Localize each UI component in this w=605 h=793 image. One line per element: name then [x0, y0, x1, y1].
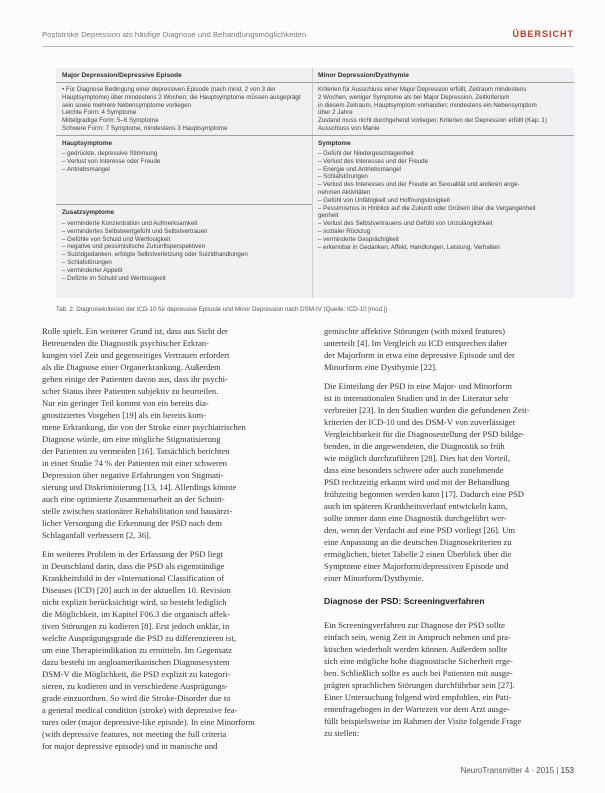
body-text-line: Nur ein geringer Teil kommt von ein bereits dia-	[42, 398, 209, 408]
symptom-item: genheit	[318, 212, 339, 220]
body-text-line: in einer Studie 74 % der Patienten mit einer schweren	[42, 458, 227, 468]
body-text-line: Ein weiteres Problem in der Erfassung der PSD liegt	[42, 549, 223, 559]
body-text-line: mene Erkrankung, die von der Stroke einer psychiatrischen	[42, 422, 246, 432]
symptom-item: – vermindertes Selbstwertgefühl und Selbstvertrauen	[62, 227, 208, 235]
body-text-line: sieren, zu kodieren und in verschiedene Ausprägungs-	[42, 681, 228, 691]
body-text-line: frühzeitig begonnen werden kann [17]. Dadurch eine PSD	[324, 489, 524, 499]
table-text-line: in diesem Zeitraum, Hauptsymptom vorhanden; mindestens ein Nebensymptom	[318, 101, 537, 109]
body-text-line: Betreuenden die Diagnostik psychischer Erkran-	[42, 338, 210, 348]
symptom-item: – Antriebsmangel	[62, 165, 110, 173]
symptom-item: – negative und pessimistische Zukunftsperspektiven	[62, 243, 206, 251]
body-text-line: eine Anpassung an die deutschen Diagnosekriterien zu	[324, 537, 512, 547]
body-text-line: Ein Screeningverfahren zur Diagnose der PSD sollte	[324, 620, 505, 630]
body-text-line: kungen viel Zeit und gegenseitiges Vertrauen erfordert	[42, 350, 230, 360]
body-text-line: Symptome einer Majorform/depressiven Episode und	[324, 561, 509, 571]
table-right-subheading: Symptome	[318, 140, 351, 147]
table-text-line: Leichte Form: 4 Symptome	[62, 109, 137, 117]
table-text-line: Zustand muss nicht durchgehend vorliegen; Kriterien der Depression erfüllt (Kap. 1)	[318, 117, 548, 125]
body-text-line: auch eine optimierte Zusammenarbeit an der Schnitt-	[42, 494, 225, 504]
symptom-item: – Defizite im Schuld und Wertlosigkeit	[62, 274, 166, 282]
body-text-line: einer Minorform/Dysthymie.	[324, 573, 424, 583]
table-text-line: Ausschluss von Manie	[318, 124, 380, 132]
body-text-line: Diagnose würde, um eine mögliche Stigmatisierung	[42, 434, 221, 444]
body-text-line: Einer Untersuchung folgend wird empfohlen, ein Pati-	[324, 692, 512, 702]
body-text-line: grade einzuordnen. So wird die Stroke-Disorder due to	[42, 693, 231, 703]
paragraph-gap	[324, 612, 574, 619]
body-text-line: füllt beispielsweise im Rahmen der Visite folgende Frage	[324, 716, 522, 726]
body-text-line: prägten sprachlichen Störungen durchführbar sein [27].	[324, 680, 515, 690]
table-text-line: Hauptsymptome) über mindestens 2 Wochen; die Hauptsymptome müssen ausgeprägt	[62, 93, 301, 101]
body-column-right	[324, 325, 574, 739]
table-left-intro	[62, 86, 308, 133]
table-right-intro	[318, 86, 570, 133]
table-additional-symptoms	[62, 220, 308, 282]
body-text-line: einfach sein, wenig Zeit in Anspruch nehmen und pra-	[324, 632, 511, 642]
table-text-line: Schwere Form: 7 Symptome, mindestens 3 Hauptsymptome	[62, 124, 228, 132]
symptom-item: – verminderter Appetit	[62, 266, 123, 274]
table-caption: Tab. 2: Diagnosekriterien der ICD-10 für depressive Episode und Minor Depression nach DSM-IV (Quelle: ICD-10 [mod.])	[56, 306, 388, 313]
body-text-line: Krankheitsbild in der »International Classification of	[42, 573, 225, 583]
section-heading: Diagnose der PSD: Screeningverfahren	[324, 596, 485, 606]
body-text-line: stelle zwischen stationärer Rehabilitation und hausärzt-	[42, 506, 233, 516]
body-text-line: PSD rechtzeitig erkannt wird und mit der Behandlung	[324, 477, 510, 487]
symptom-item: – Energie und Antriebsmangel	[318, 165, 401, 173]
body-text-line: ktischen wiederholt werden können. Außerdem sollte	[324, 644, 508, 654]
symptom-item: – sozialer Rückzug	[318, 227, 371, 235]
table-left-heading: Major Depression/Depressive Episode	[62, 72, 182, 79]
symptom-item: – Gefühle von Schuld und Wertlosigkeit	[62, 235, 171, 243]
table-head-rule	[56, 82, 574, 83]
body-text-line: dass eine besonders schwere oder auch zunehmende	[324, 465, 504, 475]
journal-issue: NeuroTransmitter 4 · 2015	[460, 766, 555, 775]
body-text-line: tures oder (major depressive-like episode). In eine Minorform	[42, 717, 255, 727]
body-text-line: benden, in die angewendeten, die Diagnostik so früh	[324, 441, 505, 451]
body-text-line: den, wenn der Verdacht auf eine PSD vorliegt [26]. Um	[324, 525, 516, 535]
body-text-line: sich eine mögliche hohe diagnostische Sicherheit erge-	[324, 656, 513, 666]
body-text-line: a general medical condition (stroke) with depressive fea-	[42, 705, 238, 715]
table-mid-rule	[56, 135, 574, 136]
paragraph-gap	[42, 541, 292, 548]
body-text-line: tiven Störungen zu kodieren [8]. Erst jedoch unklar, in	[42, 621, 230, 631]
body-text-line: Schlaganfall verbessern [2, 36].	[42, 530, 152, 540]
body-text-line: Rolle spielt. Ein weiterer Grund ist, dass aus Sicht der	[42, 326, 228, 336]
body-text-line: verbreitet [23]. In den Studien wurden die gefundenen Zeit-	[324, 405, 530, 415]
table-text-line: • Für Diagnose Bedingung einer depressiven Episode (nach mind. 2 von 3 der	[62, 86, 276, 93]
table-text-line: sein sowie mehrere Nebensymptome vorliegen	[62, 101, 191, 109]
symptom-item: nehmen Aktivitäten	[318, 188, 371, 196]
section-badge: ÜBERSICHT	[512, 29, 574, 39]
symptom-item: – Gefühl von Unfähigkeit und Hoffnungslosigkeit	[318, 196, 450, 204]
body-text-line: ist in internationalen Studien und in der Literatur sehr	[324, 393, 509, 403]
body-text-line: Vergleichbarkeit für die Diagnosestellung der PSD bildge-	[324, 429, 525, 439]
body-column-left	[42, 325, 292, 752]
symptom-item: – Verlust des Interesses und der Freude	[318, 157, 429, 165]
paragraph-gap	[324, 373, 574, 380]
symptom-item: – Verlust des Interesses und der Freude an Sexualität und anderen ange-	[318, 181, 520, 189]
table-left-subheading-additional: Zusatzsymptome	[62, 209, 115, 216]
symptom-item: – Suizidgedanken, erfolgte Selbstverletzung oder Suizidhandlungen	[62, 251, 248, 259]
body-text-line: sollte immer dann eine Diagnostik durchgeführt wer-	[324, 513, 507, 523]
body-text-line: als die Diagnose einer Organerkrankung. Außerdem	[42, 362, 221, 372]
page-number: 153	[560, 766, 574, 775]
running-header	[42, 30, 574, 44]
body-text-line: unterteilt [4]. Im Vergleich zu ICD entsprechen daher	[324, 338, 508, 348]
symptom-item: – Verlust von Interesse oder Freude	[62, 157, 161, 165]
body-text-line: entenfragebogen in der Wartezeit vor dem Arzt ausge-	[324, 704, 510, 714]
table-right-symptoms	[318, 150, 570, 251]
body-text-line: gnostiziertes Vorgehen [19] als ein bereits kom-	[42, 410, 207, 420]
body-text-line: in Deutschland darin, dass die PSD als eigenständige	[42, 561, 225, 571]
body-text-line: zu stellen:	[324, 728, 360, 738]
body-text-line: Diseases (ICD) [20] auch in der aktuellen 10. Revision	[42, 585, 231, 595]
body-text-line: Minorform eine Dysthymie [22].	[324, 362, 438, 372]
table-text-line: 2 Wochen, weniger Symptome als bei Major Depression, Zeitkriterium	[318, 93, 510, 101]
body-text-line: (with depressive features, not meeting the full criteria	[42, 729, 227, 739]
criteria-table	[56, 68, 574, 298]
body-text-line: auch im späteren Krankheitsverlauf entwickeln kann,	[324, 501, 508, 511]
body-text-line: ben. Schließlich sollte es auch bei Patienten mit ausge-	[324, 668, 513, 678]
symptom-item: – Schlafstörungen	[62, 258, 112, 266]
body-text-line: der Patienten zu vermeiden [16]. Tatsächlich berichten	[42, 446, 230, 456]
paragraph-gap	[324, 584, 574, 591]
header-divider	[42, 46, 574, 47]
body-text-line: ermöglichen, bietet Tabelle 2 einen Überblick über die	[324, 549, 512, 559]
body-text-line: welche Ausprägungsgrade die PSD zu differenzieren ist,	[42, 633, 236, 643]
body-text-line: Depression über negative Erfahrungen von Stigmati-	[42, 470, 224, 480]
symptom-item: – Gefühl der Niedergeschlagenheit	[318, 150, 414, 157]
body-text-line: der Majorform in etwa eine depressive Episode und der	[324, 350, 515, 360]
symptom-item: – verminderte Konzentration und Aufmerksamkeit	[62, 220, 198, 227]
body-text-line: gehen einige der Patienten davon aus, dass ihr psychi-	[42, 374, 228, 384]
table-left-subheading-main: Hauptsymptome	[62, 140, 113, 147]
table-left-sub-rule	[56, 204, 312, 205]
table-text-line: über 2 Jahre	[318, 109, 353, 117]
body-text-line: Die Einteilung der PSD in eine Major- und Minorform	[324, 381, 512, 391]
table-text-line: Kriterien für Ausschluss einer Major Depression erfüllt, Zeitraum mindestens	[318, 86, 527, 93]
table-column-divider	[312, 68, 313, 298]
body-text-line: um eine Therapieindikation zu ermitteln. Im Gegensatz	[42, 645, 233, 655]
body-text-line: scher Status ihrer Patienten subjektiv zu beurteilen.	[42, 386, 219, 396]
body-text-line: gemischte affektive Störungen (with mixed features)	[324, 326, 505, 336]
body-text-line: dazu besteht im angloamerikanischen Diagnosesystem	[42, 657, 230, 667]
running-header-title: Poststroke Depression als häufige Diagnose und Behandlungsmöglichkeiten	[42, 30, 307, 39]
body-text-line: die Möglichkeit, im Kapitel F06.3 die organisch affek-	[42, 609, 230, 619]
symptom-item: – gedrückte, depressive Stimmung	[62, 150, 158, 157]
body-text-line: sierung und Diskriminierung [13, 14]. Allerdings könnte	[42, 482, 237, 492]
body-text-line: nicht explizit berücksichtigt wird, so besteht lediglich	[42, 597, 227, 607]
symptom-item: – erkennbar in Gedanken, Affekt, Handlungen, Leistung, Verhalten	[318, 243, 500, 251]
symptom-item: – Verlust des Selbstvertrauens und Gefühl von Unzulänglichkeit	[318, 220, 493, 228]
body-text-line: kriterien der ICD-10 und des DSM-V von zuverlässiger	[324, 417, 516, 427]
page-footer: NeuroTransmitter 4 · 2015 | 153	[460, 766, 574, 775]
table-right-heading: Minor Depression/Dysthymie	[318, 72, 409, 79]
symptom-item: – Schlafstörungen	[318, 173, 368, 181]
body-text-line: licher Versorgung die Erkennung der PSD nach dem	[42, 518, 222, 528]
body-text-line: DSM-V die Möglichkeit, die PSD explizit zu kategori-	[42, 669, 231, 679]
table-text-line: Mittelgradige Form: 5–6 Symptome	[62, 117, 159, 125]
table-main-symptoms	[62, 150, 308, 173]
body-text-line: wie möglich durchzuführen [28]. Dies hat den Vorteil,	[324, 453, 511, 463]
symptom-item: – Pessimismus in Hinblick auf die Zukunft oder Grübeln über die Vergangenheit	[318, 204, 536, 212]
body-text-line: for major depressive episode) und in manische und	[42, 741, 218, 751]
symptom-item: – verminderte Gesprächigkeit	[318, 235, 399, 243]
